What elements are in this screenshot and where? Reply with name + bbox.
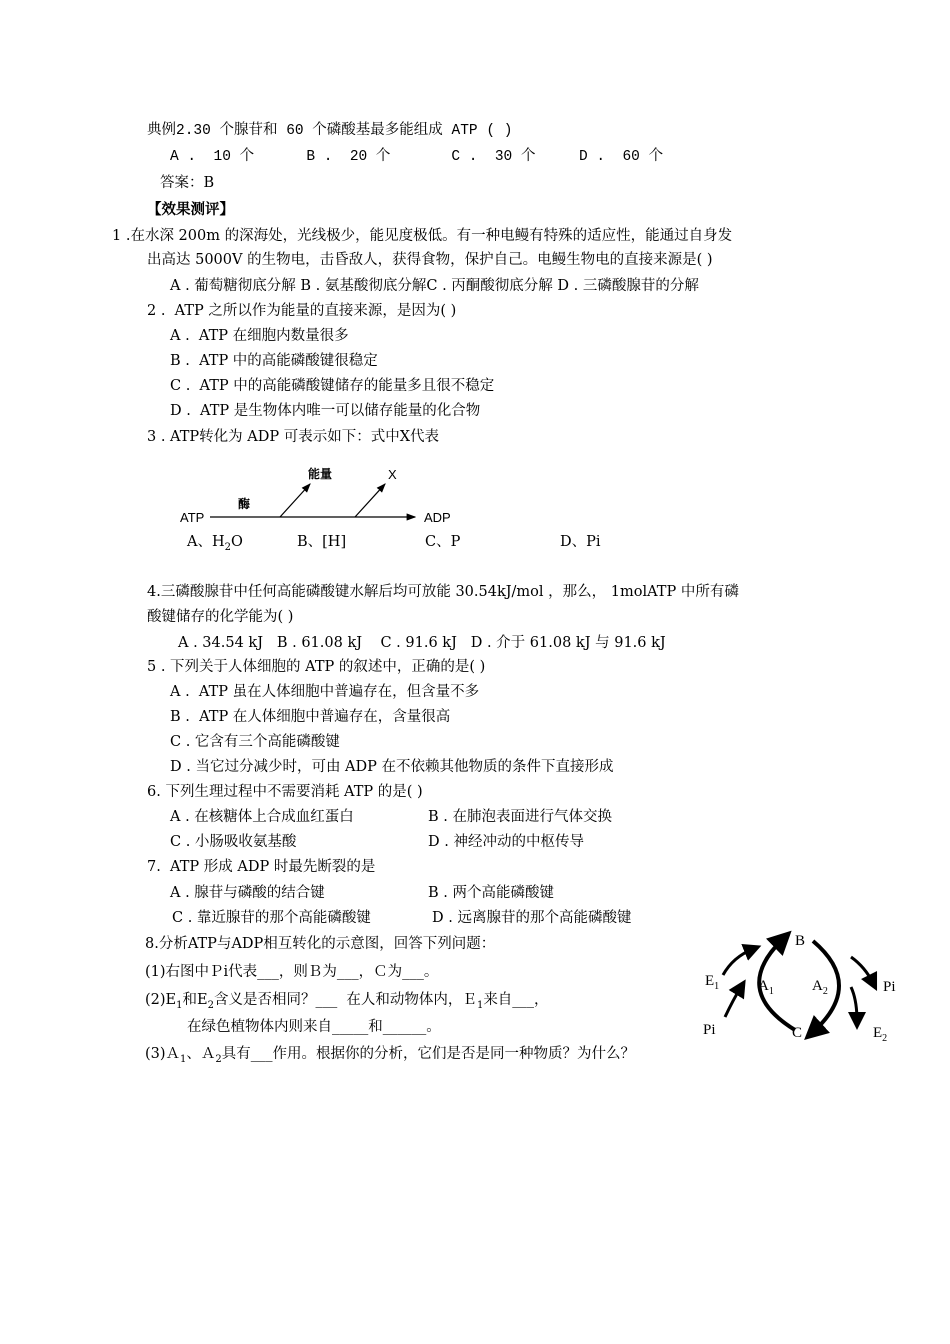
q3-option-a: A、$H_2O$	[187, 534, 243, 553]
q4-options: A . 34.54 kJ B . 61.08 kJ C . 91.6 kJ D . 介于 61.08 kJ 与 91.6 kJ	[178, 635, 666, 651]
example-answer: 答案：B	[160, 175, 215, 191]
q7-option-d: D . 远离腺苷的那个高能磷酸键	[432, 910, 632, 926]
q5-stem: 5 . 下列关于人体细胞的 ATP 的叙述中，正确的是( )	[147, 659, 486, 675]
q3-stem: 3 . ATP转化为 ADP 可表示如下：式中X代表	[147, 429, 440, 445]
atp-adp-cycle-diagram	[695, 925, 905, 1050]
atp-reaction-diagram	[170, 462, 470, 532]
adp-label: ADP	[424, 510, 451, 525]
q6-stem: 6. 下列生理过程中不需要消耗 ATP 的是( )	[147, 784, 423, 800]
q6-option-a: A . 在核糖体上合成血红蛋白	[170, 809, 354, 825]
q7-option-a: A . 腺苷与磷酸的结合键	[170, 885, 325, 901]
q3-option-b: B、[H]	[297, 534, 347, 550]
q2-stem: 2 . ATP 之所以作为能量的直接来源，是因为( )	[147, 303, 457, 319]
cycle-a1-label: $A_1$	[758, 978, 774, 997]
q1-options: A . 葡萄糖彻底分解 B . 氨基酸彻底分解C . 丙酮酸彻底分解 D . 三磷酸腺苷的分解	[170, 278, 699, 294]
q8-part3: (3)Ａ$_1$、Ａ$_2$具有___作用。根据你的分析，它们是否是同一种物质？为什么？	[145, 1046, 636, 1065]
q8-part1: (1)右图中Ｐi代表___，则Ｂ为___，Ｃ为___。	[145, 964, 439, 980]
cycle-pi-right-label: Pi	[883, 979, 896, 995]
q5-option-c: C . 它含有三个高能磷酸键	[170, 734, 340, 750]
q1-line1: 1 .在水深 200m 的深海处，光线极少，能见度极低。有一种电鳗有特殊的适应性，能通过自身发	[112, 228, 733, 244]
cycle-c-label: C	[792, 1025, 803, 1041]
q5-option-d: D . 当它过分减少时，可由 ADP 在不依赖其他物质的条件下直接形成	[170, 759, 614, 775]
q7-stem: 7. ATP 形成 ADP 时最先断裂的是	[147, 859, 376, 875]
pi-in-arrow	[725, 987, 741, 1017]
q2-option-b: B . ATP 中的高能磷酸键很稳定	[170, 353, 378, 369]
q2-option-d: D . ATP 是生物体内唯一可以储存能量的化合物	[170, 403, 481, 419]
q5-option-a: A . ATP 虽在人体细胞中普遍存在，但含量不多	[170, 684, 480, 700]
e2-out-arrow	[851, 987, 857, 1021]
enzyme-label: 酶	[238, 497, 251, 511]
atp-label: ATP	[180, 510, 205, 525]
x-arrow	[355, 484, 385, 517]
cycle-b-label: B	[795, 933, 806, 949]
q6-option-c: C . 小肠吸收氨基酸	[170, 834, 297, 850]
cycle-a2-label: $A_2$	[812, 978, 828, 997]
q7-option-b: B . 两个高能磷酸键	[428, 885, 554, 901]
q5-option-b: B . ATP 在人体细胞中普遍存在，含量很高	[170, 709, 451, 725]
q7-option-c: C . 靠近腺苷的那个高能磷酸键	[172, 910, 371, 926]
energy-label: 能量	[308, 467, 333, 481]
q3-option-c: C、P	[425, 534, 461, 550]
q3-option-d: D、Pi	[560, 534, 601, 550]
q1-line2: 出高达 5000V 的生物电，击昏敌人，获得食物，保护自己。电鳗生物电的直接来源是( )	[147, 252, 713, 268]
q8-part2: $(2)E_1$和$E_2$含义是否相同？___ 在人和动物体内，Ｅ$_1$来自___，	[145, 992, 549, 1011]
q4-line1: 4.三磷酸腺苷中任何高能磷酸键水解后均可放能 30.54kJ/mol ，那么， 1molATP 中所有磷	[147, 584, 739, 600]
example-options: A . 10 个 B . 20 个 C . 30 个 D . 60 个	[170, 149, 664, 165]
example-question: 典例2.30 个腺苷和 60 个磷酸基最多能组成 ATP ( )	[147, 123, 513, 139]
q2-option-a: A . ATP 在细胞内数量很多	[170, 328, 349, 344]
cycle-pi-left-label: Pi	[703, 1022, 716, 1038]
e1-arrow	[723, 949, 753, 975]
q4-line2: 酸键储存的化学能为( )	[147, 609, 294, 625]
cycle-e2-label: $E_2$	[873, 1025, 888, 1044]
q6-option-b: B . 在肺泡表面进行气体交换	[428, 809, 612, 825]
q8-part2-cont: 在绿色植物体内则来自_____和______。	[187, 1019, 441, 1035]
pi-out-arrow	[851, 957, 873, 983]
energy-arrow	[280, 484, 310, 517]
section-title: 【效果测评】	[147, 201, 234, 218]
cycle-e1-label: $E_1$	[705, 973, 720, 992]
q8-stem: 8.分析ATP与ADP相互转化的示意图，回答下列问题：	[145, 936, 496, 952]
q2-option-c: C . ATP 中的高能磷酸键储存的能量多且很不稳定	[170, 378, 495, 394]
x-label: X	[388, 467, 397, 482]
q6-option-d: D . 神经冲动的中枢传导	[428, 834, 584, 850]
